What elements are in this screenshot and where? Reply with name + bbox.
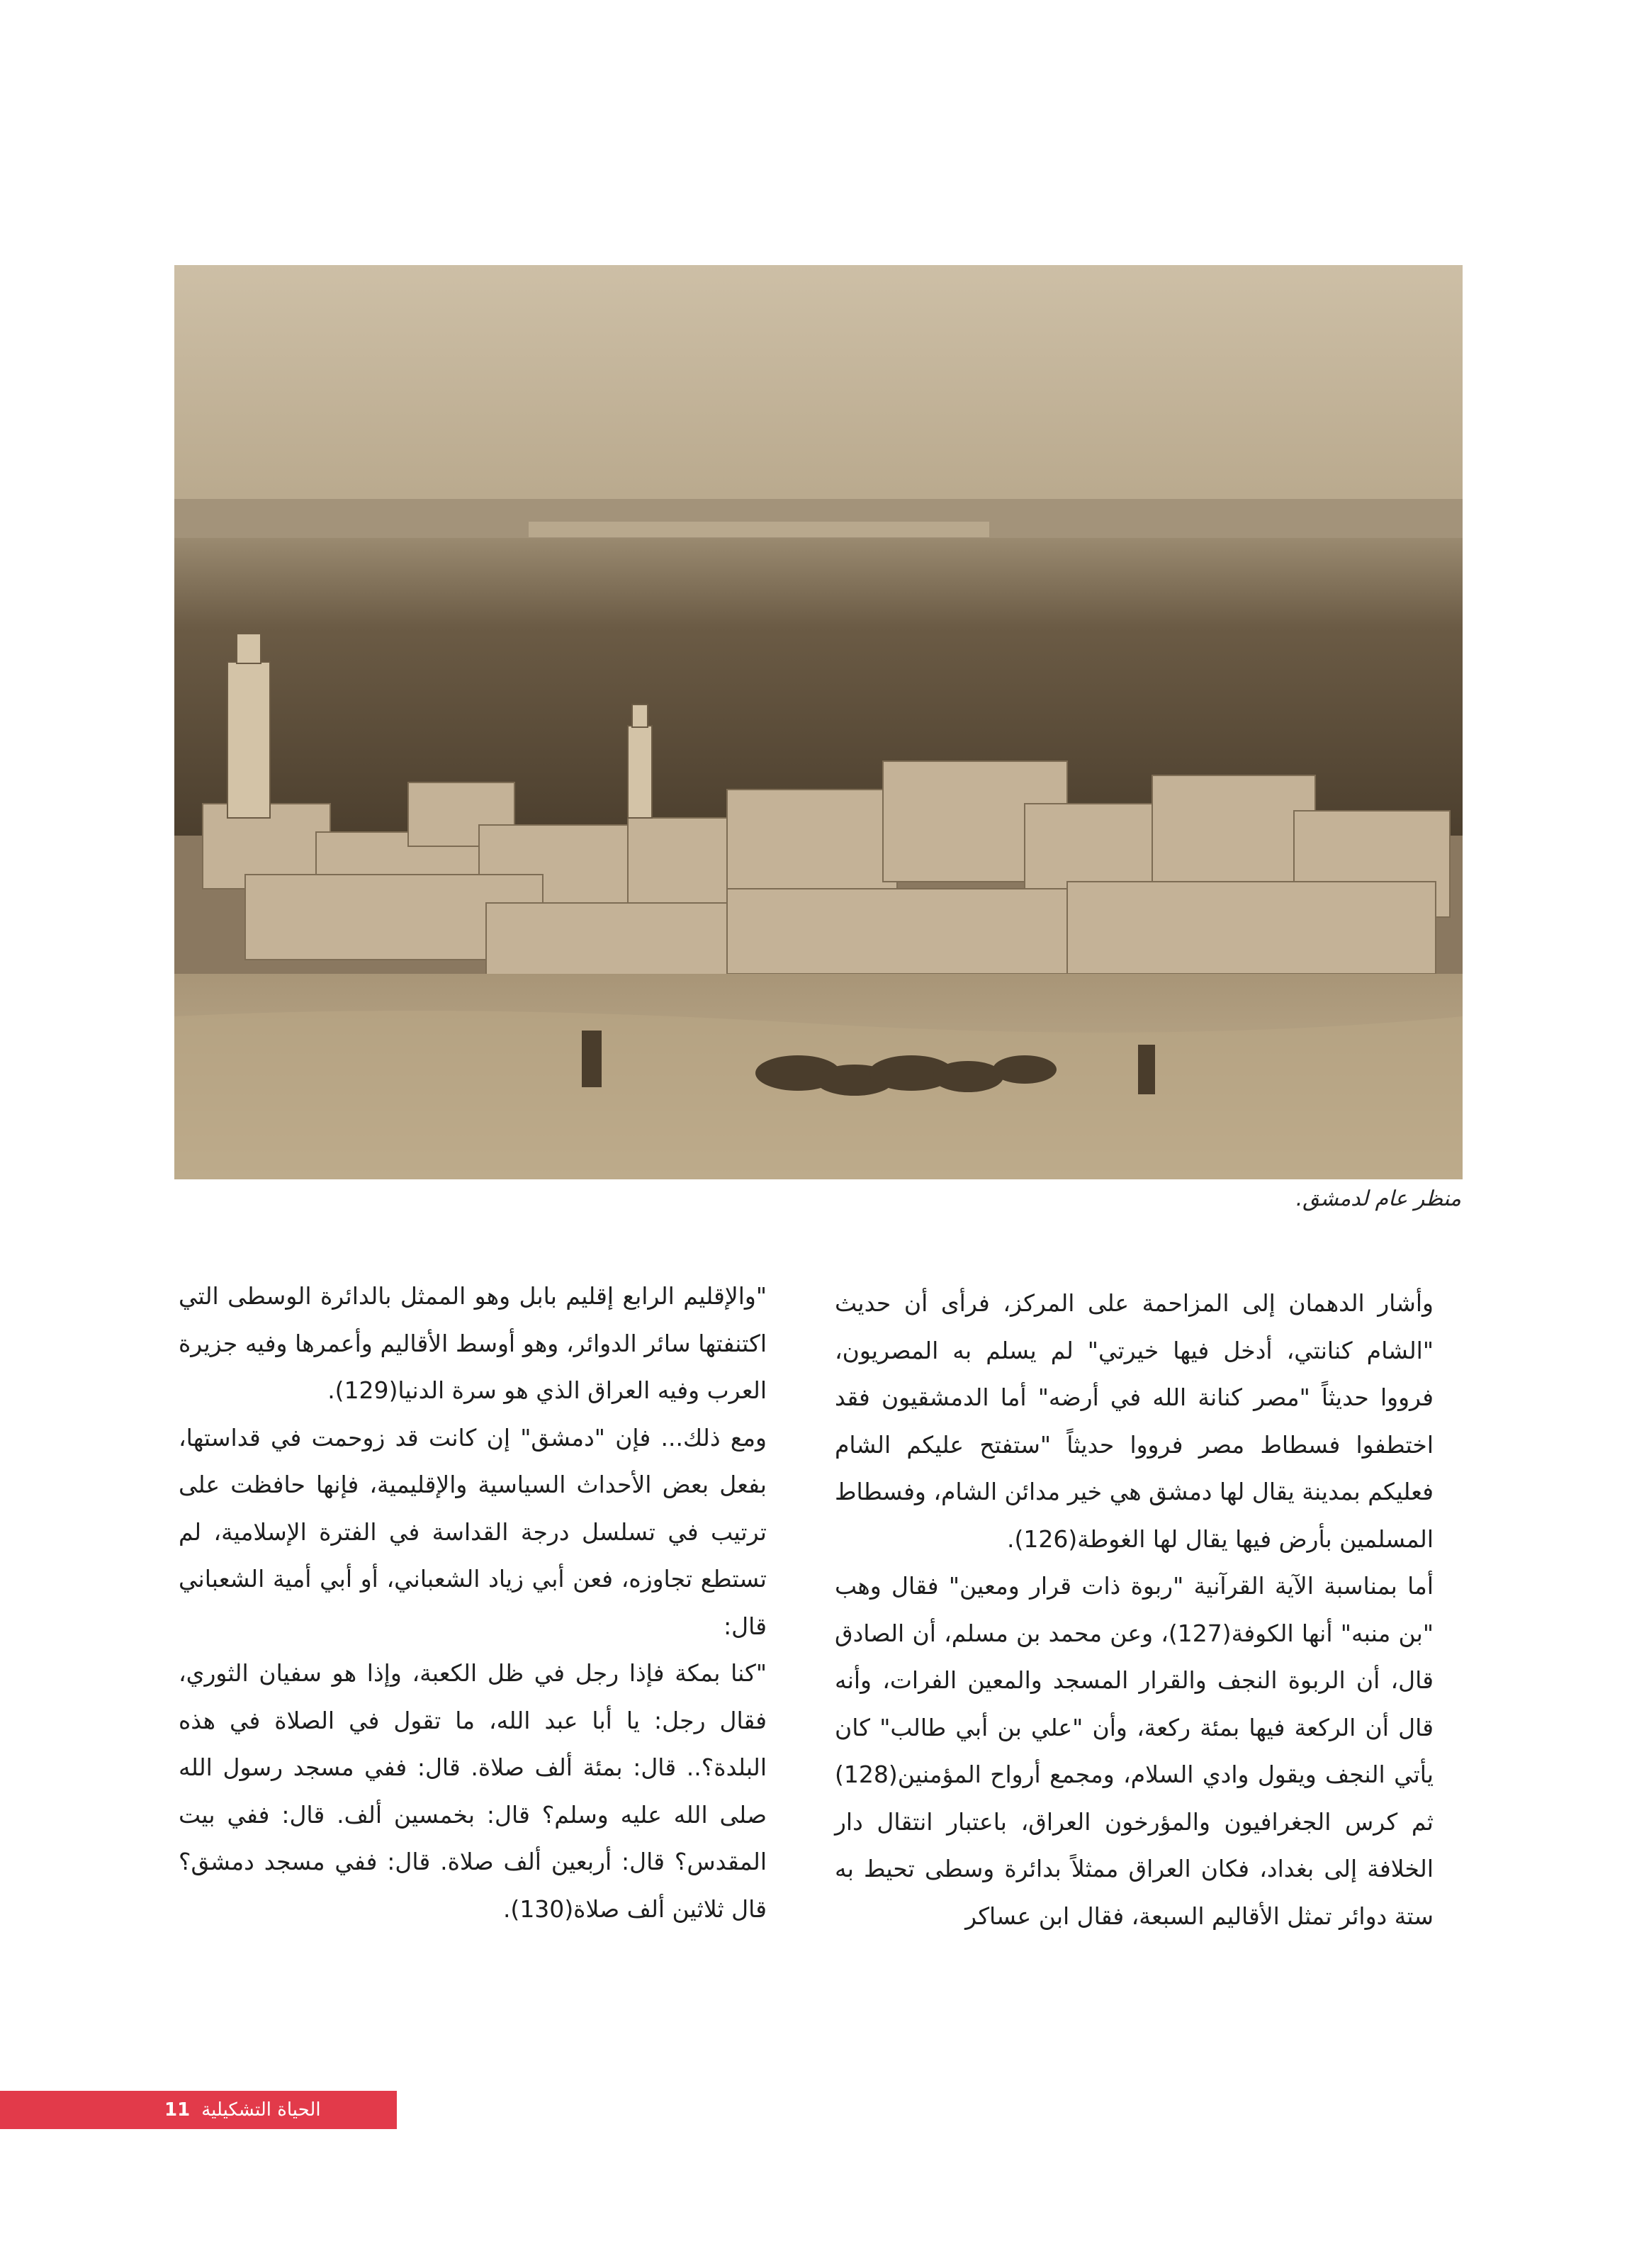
historic-photo	[174, 265, 1463, 1179]
paragraph: أما بمناسبة الآية القرآنية "ربوة ذات قرار ومعين" فقال وهب "بن منبه" أنها الكوفة(127)، وعن محمد بن مسلم، أن الصادق قال، أن الربوة النجف والقرار المسجد والمعين الفرات، وأنه قال أن الركعة فيها بمئة ركعة، وأن "علي بن أبي طالب" كان يأتي النجف ويقول وادي السلام، ومجمع أرواح المؤمنين(128) ثم كرس الجغرافيون والمؤرخون العراق، باعتبار انتقال دار الخلافة إلى بغداد، فكان العراق ممثلاً بدائرة وسطى تحيط به ستة دوائر تمثل الأقاليم السبعة، فقال ابن عساكر	[835, 1572, 1434, 1930]
paragraph: ومع ذلك... فإن "دمشق" إن كانت قد زوحمت في قداستها، بفعل بعض الأحداث السياسية والإقليمية، فإنها حافظت على ترتيب في تسلسل درجة القداسة في الفترة الإسلامية، لم تستطع تجاوزه، فعن أبي زياد الشعباني، أو أبي أمية الشعباني قال:	[179, 1423, 767, 1640]
historic-landscape-photo-icon	[174, 265, 1463, 1179]
page-number: 11	[164, 2099, 191, 2121]
photo-caption: منظر عام لدمشق.	[1295, 1186, 1461, 1211]
paragraph: "والإقليم الرابع إقليم بابل وهو الممثل بالدائرة الوسطى التي اكتنفتها سائر الدوائر، وهو أوسط الأقاليم وأعمرها وفيه جزيرة العرب وفيه العراق الذي هو سرة الدنيا(129).	[179, 1282, 767, 1404]
right-text-column	[835, 1280, 1434, 1940]
magazine-title: الحياة التشكيلية	[201, 2099, 321, 2121]
left-text-column	[179, 1273, 767, 1933]
paragraph: وأشار الدهمان إلى المزاحمة على المركز، فرأى أن حديث "الشام كنانتي، أدخل فيها خيرتي" لم يسلم به المصريون، فرووا حديثاً "مصر كنانة الله في أرضه" أما الدمشقيون فقد اختطفوا فسطاط مصر فرووا حديثاً "ستفتح عليكم الشام فعليكم بمدينة يقال لها دمشق هي خير مدائن الشام، وفسطاط المسلمين بأرض فيها يقال لها الغوطة(126).	[835, 1289, 1434, 1553]
paragraph: "كنا بمكة فإذا رجل في ظل الكعبة، وإذا هو سفيان الثوري، فقال رجل: يا أبا عبد الله، ما تقول في الصلاة في هذه البلدة؟.. قال: بمئة ألف صلاة. قال: ففي مسجد رسول الله صلى الله عليه وسلم؟ قال: بخمسين ألف. قال: ففي بيت المقدس؟ قال: أربعين ألف صلاة. قال: ففي مسجد دمشق؟ قال ثلاثين ألف صلاة(130).	[179, 1659, 767, 1923]
footer-bar	[0, 2091, 397, 2129]
